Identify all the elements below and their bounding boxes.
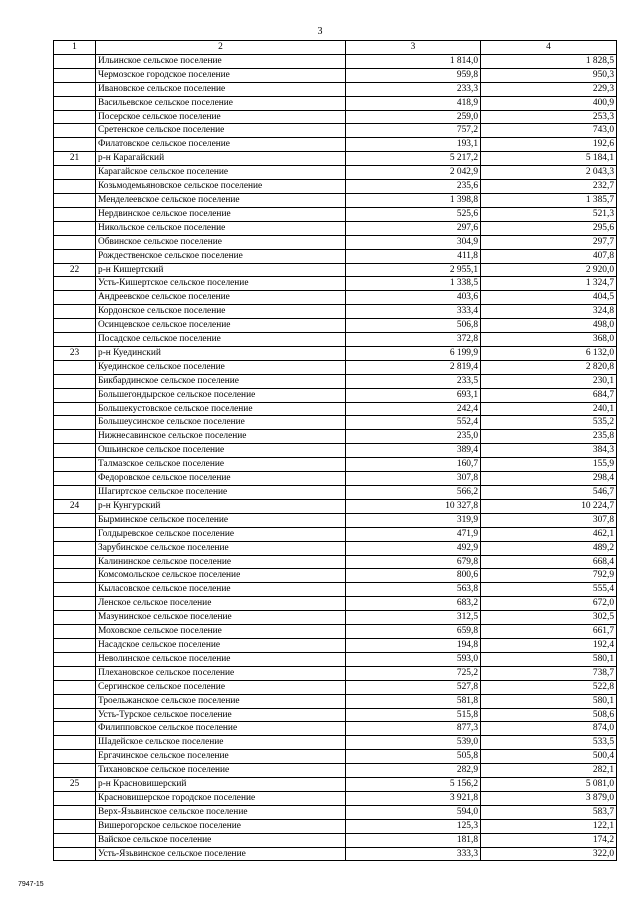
row-value-col3-cell: 307,8	[346, 472, 481, 486]
row-name-cell: Филипповское сельское поселение	[96, 722, 346, 736]
row-index-cell	[54, 193, 96, 207]
row-name-cell: Ивановское сельское поселение	[96, 82, 346, 96]
row-name-cell: Васильевское сельское поселение	[96, 96, 346, 110]
table-row	[54, 235, 617, 249]
row-name-cell: р-н Красновишерский	[96, 778, 346, 792]
row-value-col4-cell: 282,1	[481, 764, 617, 778]
table-row	[54, 277, 617, 291]
row-index-cell	[54, 569, 96, 583]
row-value-col4-cell: 368,0	[481, 333, 617, 347]
table-row	[54, 569, 617, 583]
row-index-cell	[54, 625, 96, 639]
row-index-cell	[54, 833, 96, 847]
table-row	[54, 638, 617, 652]
row-name-cell: Усть-Язьвинское сельское поселение	[96, 847, 346, 861]
table-row	[54, 96, 617, 110]
row-index-cell	[54, 791, 96, 805]
row-index-cell	[54, 138, 96, 152]
table-row	[54, 583, 617, 597]
table-row	[54, 402, 617, 416]
row-value-col3-cell: 877,3	[346, 722, 481, 736]
row-value-col4-cell: 522,8	[481, 680, 617, 694]
page-number: 3	[317, 26, 323, 37]
table-row	[54, 597, 617, 611]
row-value-col3-cell: 505,8	[346, 750, 481, 764]
row-name-cell: Посерское сельское поселение	[96, 110, 346, 124]
row-name-cell: р-н Кунгурский	[96, 499, 346, 513]
row-name-cell: Верх-Язьвинское сельское поселение	[96, 805, 346, 819]
row-name-cell: Голдыревское сельское поселение	[96, 527, 346, 541]
row-value-col3-cell: 2 042,9	[346, 166, 481, 180]
row-value-col4-cell: 555,4	[481, 583, 617, 597]
row-value-col4-cell: 500,4	[481, 750, 617, 764]
table-row	[54, 486, 617, 500]
row-value-col3-cell: 800,6	[346, 569, 481, 583]
row-value-col3-cell: 566,2	[346, 486, 481, 500]
row-name-cell: Нижнесавинское сельское поселение	[96, 430, 346, 444]
row-name-cell: Осинцевское сельское поселение	[96, 319, 346, 333]
row-value-col4-cell: 2 820,8	[481, 360, 617, 374]
row-value-col3-cell: 679,8	[346, 555, 481, 569]
table-row	[54, 54, 617, 68]
row-value-col4-cell: 404,5	[481, 291, 617, 305]
table-row	[54, 708, 617, 722]
row-value-col4-cell: 253,3	[481, 110, 617, 124]
row-index-cell	[54, 207, 96, 221]
table-row	[54, 207, 617, 221]
row-index-cell	[54, 110, 96, 124]
row-value-col4-cell: 672,0	[481, 597, 617, 611]
row-value-col3-cell: 319,9	[346, 513, 481, 527]
table-row	[54, 221, 617, 235]
row-value-col4-cell: 3 879,0	[481, 791, 617, 805]
row-name-cell: Ильинское сельское поселение	[96, 54, 346, 68]
row-value-col3-cell: 693,1	[346, 388, 481, 402]
table-row	[54, 625, 617, 639]
row-index-cell	[54, 597, 96, 611]
row-index-cell	[54, 444, 96, 458]
row-name-cell: Плехановское сельское поселение	[96, 666, 346, 680]
row-value-col4-cell: 174,2	[481, 833, 617, 847]
row-index-cell	[54, 736, 96, 750]
row-value-col4-cell: 10 224,7	[481, 499, 617, 513]
row-value-col4-cell: 240,1	[481, 402, 617, 416]
row-index-cell	[54, 221, 96, 235]
row-name-cell: Калининское сельское поселение	[96, 555, 346, 569]
row-value-col4-cell: 546,7	[481, 486, 617, 500]
row-value-col3-cell: 594,0	[346, 805, 481, 819]
table-row	[54, 416, 617, 430]
row-value-col4-cell: 684,7	[481, 388, 617, 402]
row-value-col3-cell: 233,3	[346, 82, 481, 96]
row-index-cell	[54, 430, 96, 444]
row-index-cell	[54, 527, 96, 541]
row-name-cell: р-н Кишертский	[96, 263, 346, 277]
row-index-cell	[54, 458, 96, 472]
row-value-col4-cell: 738,7	[481, 666, 617, 680]
row-index-cell	[54, 277, 96, 291]
row-index-cell: 25	[54, 778, 96, 792]
row-name-cell: Моховское сельское поселение	[96, 625, 346, 639]
row-value-col3-cell: 333,3	[346, 847, 481, 861]
row-value-col4-cell: 6 132,0	[481, 346, 617, 360]
row-name-cell: Бырминское сельское поселение	[96, 513, 346, 527]
table-row	[54, 750, 617, 764]
row-value-col4-cell: 407,8	[481, 249, 617, 263]
row-value-col4-cell: 400,9	[481, 96, 617, 110]
row-value-col3-cell: 160,7	[346, 458, 481, 472]
row-value-col3-cell: 527,8	[346, 680, 481, 694]
row-index-cell	[54, 82, 96, 96]
data-table	[53, 40, 617, 861]
table-row	[54, 833, 617, 847]
table-row	[54, 68, 617, 82]
row-index-cell	[54, 583, 96, 597]
row-value-col4-cell: 302,5	[481, 611, 617, 625]
table-row	[54, 527, 617, 541]
row-index-cell	[54, 764, 96, 778]
row-index-cell	[54, 486, 96, 500]
row-index-cell	[54, 96, 96, 110]
row-index-cell	[54, 360, 96, 374]
row-index-cell	[54, 249, 96, 263]
row-index-cell	[54, 319, 96, 333]
row-value-col4-cell: 307,8	[481, 513, 617, 527]
row-index-cell	[54, 124, 96, 138]
row-index-cell	[54, 235, 96, 249]
row-index-cell	[54, 54, 96, 68]
row-index-cell	[54, 541, 96, 555]
row-name-cell: р-н Карагайский	[96, 152, 346, 166]
footer-code: 7947-15	[18, 881, 44, 888]
row-name-cell: Менделеевское сельское поселение	[96, 193, 346, 207]
row-index-cell	[54, 750, 96, 764]
row-value-col4-cell: 297,7	[481, 235, 617, 249]
row-value-col3-cell: 725,2	[346, 666, 481, 680]
row-value-col3-cell: 5 217,2	[346, 152, 481, 166]
row-name-cell: Шагиртское сельское поселение	[96, 486, 346, 500]
row-value-col3-cell: 403,6	[346, 291, 481, 305]
row-value-col4-cell: 462,1	[481, 527, 617, 541]
row-value-col4-cell: 230,1	[481, 374, 617, 388]
row-name-cell: Неволинское сельское поселение	[96, 652, 346, 666]
table-row	[54, 333, 617, 347]
row-name-cell: Мазунинское сельское поселение	[96, 611, 346, 625]
row-value-col3-cell: 593,0	[346, 652, 481, 666]
row-name-cell: Большегондырское сельское поселение	[96, 388, 346, 402]
header-col-3: 3	[346, 41, 481, 55]
row-index-cell	[54, 805, 96, 819]
row-name-cell: Большеусинское сельское поселение	[96, 416, 346, 430]
row-index-cell	[54, 555, 96, 569]
row-value-col4-cell: 661,7	[481, 625, 617, 639]
row-name-cell: Бикбардинское сельское поселение	[96, 374, 346, 388]
row-value-col4-cell: 122,1	[481, 819, 617, 833]
row-name-cell: Карагайское сельское поселение	[96, 166, 346, 180]
table-row	[54, 374, 617, 388]
row-index-cell	[54, 819, 96, 833]
row-index-cell	[54, 374, 96, 388]
row-value-col4-cell: 743,0	[481, 124, 617, 138]
table-row	[54, 555, 617, 569]
row-value-col3-cell: 1 398,8	[346, 193, 481, 207]
row-value-col4-cell: 229,3	[481, 82, 617, 96]
table-row	[54, 541, 617, 555]
row-value-col3-cell: 181,8	[346, 833, 481, 847]
table-row	[54, 152, 617, 166]
row-name-cell: Вайское сельское поселение	[96, 833, 346, 847]
row-value-col3-cell: 242,4	[346, 402, 481, 416]
row-value-col4-cell: 232,7	[481, 180, 617, 194]
row-value-col3-cell: 411,8	[346, 249, 481, 263]
row-index-cell	[54, 305, 96, 319]
table-row	[54, 263, 617, 277]
row-value-col3-cell: 581,8	[346, 694, 481, 708]
row-value-col3-cell: 282,9	[346, 764, 481, 778]
row-value-col3-cell: 1 338,5	[346, 277, 481, 291]
row-value-col4-cell: 535,2	[481, 416, 617, 430]
row-name-cell: Насадское сельское поселение	[96, 638, 346, 652]
row-value-col4-cell: 508,6	[481, 708, 617, 722]
row-value-col3-cell: 1 814,0	[346, 54, 481, 68]
row-value-col4-cell: 2 920,0	[481, 263, 617, 277]
row-name-cell: Кордонское сельское поселение	[96, 305, 346, 319]
row-value-col4-cell: 580,1	[481, 652, 617, 666]
row-value-col3-cell: 5 156,2	[346, 778, 481, 792]
row-index-cell	[54, 513, 96, 527]
row-index-cell	[54, 638, 96, 652]
table-row	[54, 360, 617, 374]
row-index-cell	[54, 722, 96, 736]
table-row	[54, 458, 617, 472]
row-value-col4-cell: 235,8	[481, 430, 617, 444]
row-value-col3-cell: 515,8	[346, 708, 481, 722]
row-name-cell: Троельжанское сельское поселение	[96, 694, 346, 708]
row-value-col3-cell: 418,9	[346, 96, 481, 110]
row-name-cell: Усть-Кишертское сельское поселение	[96, 277, 346, 291]
row-index-cell	[54, 694, 96, 708]
row-value-col4-cell: 533,5	[481, 736, 617, 750]
row-value-col3-cell: 525,6	[346, 207, 481, 221]
table-row	[54, 736, 617, 750]
row-index-cell	[54, 847, 96, 861]
table-body	[54, 54, 617, 861]
row-value-col4-cell: 583,7	[481, 805, 617, 819]
row-value-col4-cell: 295,6	[481, 221, 617, 235]
row-name-cell: Усть-Турское сельское поселение	[96, 708, 346, 722]
row-value-col4-cell: 5 184,1	[481, 152, 617, 166]
row-name-cell: Красновишерское городское поселение	[96, 791, 346, 805]
row-name-cell: Козьмодемьяновское сельское поселение	[96, 180, 346, 194]
row-index-cell	[54, 166, 96, 180]
row-name-cell: Чермозское городское поселение	[96, 68, 346, 82]
row-value-col4-cell: 1 385,7	[481, 193, 617, 207]
table-row	[54, 180, 617, 194]
header-col-2: 2	[96, 41, 346, 55]
row-value-col3-cell: 2 819,4	[346, 360, 481, 374]
table-row	[54, 764, 617, 778]
row-value-col3-cell: 683,2	[346, 597, 481, 611]
row-value-col4-cell: 298,4	[481, 472, 617, 486]
table-row	[54, 388, 617, 402]
row-value-col4-cell: 192,6	[481, 138, 617, 152]
row-value-col3-cell: 333,4	[346, 305, 481, 319]
row-value-col3-cell: 235,0	[346, 430, 481, 444]
row-index-cell	[54, 333, 96, 347]
row-index-cell	[54, 680, 96, 694]
table-row	[54, 805, 617, 819]
row-name-cell: Шадейское сельское поселение	[96, 736, 346, 750]
table-row	[54, 430, 617, 444]
row-name-cell: Ергачинское сельское поселение	[96, 750, 346, 764]
row-value-col3-cell: 389,4	[346, 444, 481, 458]
row-index-cell	[54, 402, 96, 416]
row-index-cell	[54, 291, 96, 305]
table-row	[54, 82, 617, 96]
row-value-col4-cell: 322,0	[481, 847, 617, 861]
table-row	[54, 791, 617, 805]
row-name-cell: Посадское сельское поселение	[96, 333, 346, 347]
row-index-cell	[54, 652, 96, 666]
row-name-cell: Ленское сельское поселение	[96, 597, 346, 611]
row-index-cell	[54, 611, 96, 625]
row-name-cell: Большекустовское сельское поселение	[96, 402, 346, 416]
row-index-cell: 21	[54, 152, 96, 166]
row-index-cell: 23	[54, 346, 96, 360]
table-row	[54, 444, 617, 458]
row-value-col4-cell: 792,9	[481, 569, 617, 583]
row-name-cell: Сретенское сельское поселение	[96, 124, 346, 138]
table-row	[54, 110, 617, 124]
table-row	[54, 666, 617, 680]
row-name-cell: Комсомольское сельское поселение	[96, 569, 346, 583]
row-index-cell	[54, 472, 96, 486]
row-value-col3-cell: 492,9	[346, 541, 481, 555]
table-row	[54, 499, 617, 513]
row-name-cell: Тихановское сельское поселение	[96, 764, 346, 778]
row-value-col3-cell: 193,1	[346, 138, 481, 152]
row-name-cell: Обвинское сельское поселение	[96, 235, 346, 249]
row-value-col4-cell: 384,3	[481, 444, 617, 458]
row-value-col4-cell: 950,3	[481, 68, 617, 82]
table-row	[54, 847, 617, 861]
row-value-col3-cell: 372,8	[346, 333, 481, 347]
table-row	[54, 819, 617, 833]
row-name-cell: Вишерогорское сельское поселение	[96, 819, 346, 833]
row-name-cell: Рождественское сельское поселение	[96, 249, 346, 263]
row-name-cell: Куединское сельское поселение	[96, 360, 346, 374]
row-name-cell: Федоровское сельское поселение	[96, 472, 346, 486]
row-value-col4-cell: 498,0	[481, 319, 617, 333]
row-value-col4-cell: 489,2	[481, 541, 617, 555]
row-value-col4-cell: 580,1	[481, 694, 617, 708]
table-header-row	[54, 41, 617, 55]
row-value-col4-cell: 192,4	[481, 638, 617, 652]
row-name-cell: Андреевское сельское поселение	[96, 291, 346, 305]
row-name-cell: Зарубинское сельское поселение	[96, 541, 346, 555]
row-value-col3-cell: 6 199,9	[346, 346, 481, 360]
row-value-col3-cell: 3 921,8	[346, 791, 481, 805]
row-value-col3-cell: 194,8	[346, 638, 481, 652]
row-value-col4-cell: 155,9	[481, 458, 617, 472]
row-value-col3-cell: 235,6	[346, 180, 481, 194]
table-row	[54, 291, 617, 305]
header-col-4: 4	[481, 41, 617, 55]
row-name-cell: Кыласовское сельское поселение	[96, 583, 346, 597]
row-name-cell: Никольское сельское поселение	[96, 221, 346, 235]
header-col-1: 1	[54, 41, 96, 55]
row-name-cell: Нердвинское сельское поселение	[96, 207, 346, 221]
row-value-col3-cell: 471,9	[346, 527, 481, 541]
row-value-col3-cell: 2 955,1	[346, 263, 481, 277]
row-value-col3-cell: 506,8	[346, 319, 481, 333]
table-row	[54, 472, 617, 486]
row-value-col4-cell: 1 324,7	[481, 277, 617, 291]
row-index-cell	[54, 666, 96, 680]
row-name-cell: Сергинское сельское поселение	[96, 680, 346, 694]
row-value-col3-cell: 552,4	[346, 416, 481, 430]
table-row	[54, 193, 617, 207]
table-row	[54, 319, 617, 333]
table-row	[54, 680, 617, 694]
row-index-cell	[54, 180, 96, 194]
row-value-col3-cell: 297,6	[346, 221, 481, 235]
table-row	[54, 124, 617, 138]
row-index-cell: 24	[54, 499, 96, 513]
row-name-cell: р-н Куединский	[96, 346, 346, 360]
table-row	[54, 166, 617, 180]
table-row	[54, 513, 617, 527]
row-value-col3-cell: 539,0	[346, 736, 481, 750]
row-value-col3-cell: 563,8	[346, 583, 481, 597]
table-row	[54, 249, 617, 263]
row-value-col3-cell: 959,8	[346, 68, 481, 82]
table-row	[54, 722, 617, 736]
row-index-cell	[54, 68, 96, 82]
row-value-col4-cell: 521,3	[481, 207, 617, 221]
row-name-cell: Ошьинское сельское поселение	[96, 444, 346, 458]
table-row	[54, 305, 617, 319]
row-index-cell	[54, 416, 96, 430]
row-value-col3-cell: 659,8	[346, 625, 481, 639]
row-index-cell	[54, 388, 96, 402]
row-value-col4-cell: 2 043,3	[481, 166, 617, 180]
row-value-col3-cell: 10 327,8	[346, 499, 481, 513]
row-index-cell	[54, 708, 96, 722]
table-row	[54, 652, 617, 666]
row-value-col3-cell: 312,5	[346, 611, 481, 625]
row-value-col3-cell: 757,2	[346, 124, 481, 138]
table-row	[54, 778, 617, 792]
row-value-col4-cell: 1 828,5	[481, 54, 617, 68]
row-value-col3-cell: 259,0	[346, 110, 481, 124]
row-name-cell: Филатовское сельское поселение	[96, 138, 346, 152]
row-value-col4-cell: 874,0	[481, 722, 617, 736]
table-row	[54, 694, 617, 708]
row-value-col3-cell: 125,3	[346, 819, 481, 833]
table-row	[54, 346, 617, 360]
table-row	[54, 611, 617, 625]
table-row	[54, 138, 617, 152]
row-name-cell: Талмазское сельское поселение	[96, 458, 346, 472]
row-value-col3-cell: 233,5	[346, 374, 481, 388]
row-value-col4-cell: 324,8	[481, 305, 617, 319]
row-value-col3-cell: 304,9	[346, 235, 481, 249]
row-index-cell: 22	[54, 263, 96, 277]
row-value-col4-cell: 668,4	[481, 555, 617, 569]
row-value-col4-cell: 5 081,0	[481, 778, 617, 792]
